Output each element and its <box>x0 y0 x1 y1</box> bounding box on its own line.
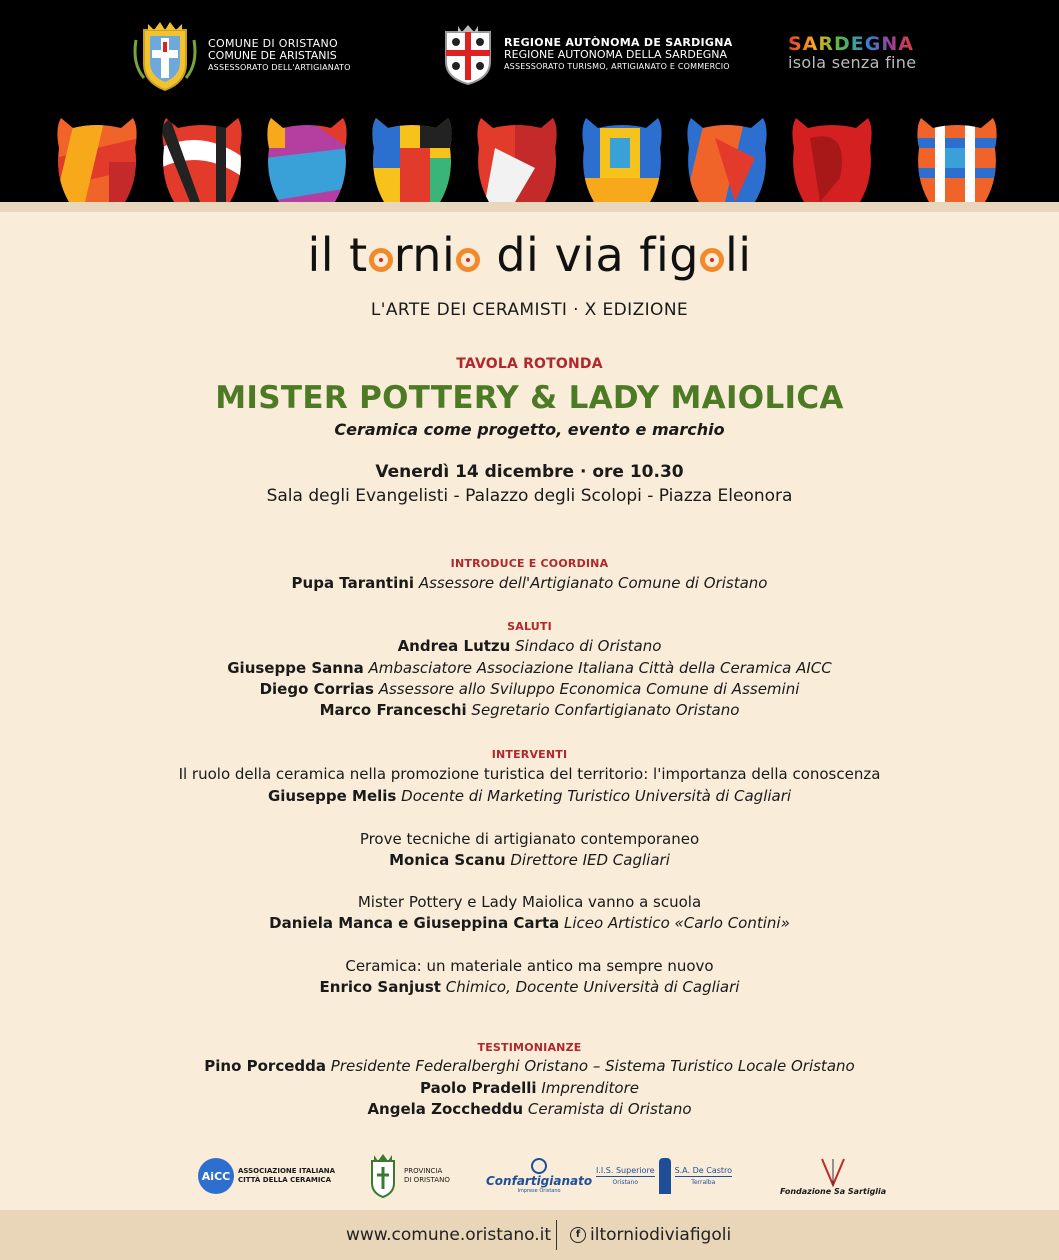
speaker-name: Andrea Lutzu <box>397 637 511 655</box>
speaker-role: Docente di Marketing Turistico Università di Cagliari <box>401 787 792 805</box>
regione-line3: ASSESSORATO TURISMO, ARTIGIANATO E COMMERCIO <box>504 62 730 71</box>
saluti-line <box>0 680 1059 698</box>
iis-tower-icon <box>659 1158 671 1194</box>
speaker-name: Angela Zoccheddu <box>367 1100 524 1118</box>
intervento-topic: Ceramica: un materiale antico ma sempre nuovo <box>345 957 714 975</box>
main-title: il t rni di via fig li <box>307 228 752 282</box>
intervento-topic: Prove tecniche di artigianato contemporaneo <box>359 830 700 848</box>
speaker-name: Paolo Pradelli <box>420 1079 537 1097</box>
vase-9 <box>915 118 999 202</box>
confartigianato-logo <box>486 1148 592 1204</box>
regione-crest-icon <box>440 24 496 86</box>
fondazione-logo <box>780 1148 886 1204</box>
vase-2 <box>160 118 244 202</box>
intervento-speaker <box>0 787 1059 805</box>
aicc-logo <box>198 1148 335 1204</box>
comune-logo <box>130 20 351 92</box>
provincia-line1: PROVINCIA <box>404 1167 443 1175</box>
aicc-line1: ASSOCIAZIONE ITALIANA <box>238 1167 336 1175</box>
header-banner <box>0 0 1059 202</box>
speaker-role: Ambasciatore Associazione Italiana Città della Ceramica AICC <box>368 659 832 677</box>
speaker-role: Segretario Confartigianato Oristano <box>471 701 740 719</box>
provincia-logo <box>368 1148 450 1204</box>
iis-right-sub: Terralba <box>691 1178 716 1186</box>
intro-label: INTRODUCE E COORDINA <box>450 557 609 570</box>
speaker-name: Pupa Tarantini <box>291 574 415 592</box>
target-o-icon <box>369 248 393 272</box>
iis-left: I.I.S. Superiore <box>596 1165 655 1175</box>
speaker-role: Sindaco di Oristano <box>515 637 662 655</box>
vase-8 <box>790 118 874 202</box>
intervento-speaker <box>0 914 1059 932</box>
iis-left-sub: Oristano <box>612 1178 639 1186</box>
regione-line1: REGIONE AUTÒNOMA DE SARDIGNA <box>504 36 733 49</box>
partner-logos <box>0 1148 1059 1208</box>
speaker-name: Giuseppe Sanna <box>227 659 364 677</box>
vase-7 <box>685 118 769 202</box>
speaker-name: Giuseppe Melis <box>267 787 397 805</box>
event-subtitle: Ceramica come progetto, evento e marchio <box>334 420 725 439</box>
vase-1 <box>55 118 139 202</box>
aicc-line2: CITTÀ DELLA CERAMICA <box>238 1176 331 1184</box>
iis-logo <box>596 1148 732 1204</box>
confartigianato-name: Confartigianato <box>486 1174 593 1188</box>
facebook-icon: f <box>570 1227 586 1243</box>
target-o-icon <box>456 248 480 272</box>
vase-4 <box>370 118 454 202</box>
interventi-label: INTERVENTI <box>491 748 568 761</box>
regione-logo <box>440 24 733 86</box>
speaker-role: Chimico, Docente Università di Cagliari <box>445 978 740 996</box>
comune-crest-icon <box>130 20 200 92</box>
vase-3 <box>265 118 349 202</box>
iis-right: S.A. De Castro <box>674 1165 733 1175</box>
vases-illustration <box>55 118 1015 202</box>
facebook-link[interactable] <box>570 1225 731 1245</box>
sardegna-tagline: isola senza fine <box>788 53 917 72</box>
speaker-name: Enrico Sanjust <box>319 978 441 996</box>
event-label: TAVOLA ROTONDA <box>456 356 603 372</box>
comune-line1: COMUNE DI ORISTANO <box>208 37 338 50</box>
event-place: Sala degli Evangelisti - Palazzo degli Scolopi - Piazza Eleonora <box>266 486 793 506</box>
provincia-crest-icon <box>368 1153 398 1199</box>
vase-6 <box>580 118 664 202</box>
speaker-role: Assessore allo Sviluppo Economica Comune di Assemini <box>378 680 800 698</box>
confartigianato-icon <box>531 1158 547 1174</box>
speaker-role: Assessore dell'Artigianato Comune di Oristano <box>418 574 768 592</box>
testimonianza-line <box>0 1100 1059 1118</box>
fondazione-name: Fondazione Sa Sartiglia <box>780 1186 887 1196</box>
facebook-handle: iltorniodiviafigoli <box>590 1225 732 1245</box>
sardegna-logo <box>788 34 916 72</box>
speaker-name: Daniela Manca e Giuseppina Carta <box>269 914 560 932</box>
intervento-topic: Mister Pottery e Lady Maiolica vanno a scuola <box>357 893 702 911</box>
footer-divider <box>556 1220 557 1250</box>
speaker-role: Imprenditore <box>541 1079 639 1097</box>
provincia-line2: DI ORISTANO <box>404 1176 450 1184</box>
saluti-line <box>0 701 1059 719</box>
saluti-line <box>0 637 1059 655</box>
speaker-name: Marco Franceschi <box>319 701 467 719</box>
comune-line2: COMUNE DE ARISTANIS <box>208 49 337 62</box>
target-o-icon <box>700 248 724 272</box>
intervento-speaker <box>0 978 1059 996</box>
main-title-text <box>307 228 308 229</box>
aicc-mark: AiCC <box>198 1158 234 1194</box>
speaker-name: Diego Corrias <box>259 680 374 698</box>
comune-line3: ASSESSORATO DELL'ARTIGIANATO <box>208 63 351 72</box>
website-link[interactable]: www.comune.oristano.it <box>346 1225 551 1245</box>
testimonianze-label: TESTIMONIANZE <box>477 1041 582 1054</box>
header-divider <box>0 202 1059 212</box>
sardegna-brand: SARDEGNA <box>788 34 916 54</box>
saluti-line <box>0 659 1059 677</box>
event-title: MISTER POTTERY & LADY MAIOLICA <box>215 380 844 416</box>
speaker-role: Direttore IED Cagliari <box>510 851 670 869</box>
confartigianato-sub: Imprese Oristano <box>517 1188 561 1194</box>
sartiglia-star-icon <box>818 1157 848 1187</box>
intervento-speaker <box>0 851 1059 869</box>
footer-bar <box>0 1210 1059 1260</box>
edition-subtitle: L'ARTE DEI CERAMISTI · X EDIZIONE <box>370 300 689 320</box>
speaker-role: Liceo Artistico «Carlo Contini» <box>564 914 790 932</box>
testimonianza-line <box>0 1079 1059 1097</box>
intro-line <box>0 574 1059 592</box>
testimonianza-line <box>0 1057 1059 1075</box>
speaker-role: Ceramista di Oristano <box>527 1100 692 1118</box>
vase-5 <box>475 118 559 202</box>
speaker-name: Pino Porcedda <box>204 1057 326 1075</box>
speaker-role: Presidente Federalberghi Oristano – Sistema Turistico Locale Oristano <box>330 1057 855 1075</box>
saluti-label: SALUTI <box>507 620 552 633</box>
speaker-name: Monica Scanu <box>389 851 506 869</box>
event-date: Venerdì 14 dicembre · ore 10.30 <box>375 462 684 482</box>
regione-line2: REGIONE AUTONOMA DELLA SARDEGNA <box>504 48 728 61</box>
intervento-topic: Il ruolo della ceramica nella promozione turistica del territorio: l'importanza della conoscenza <box>178 765 881 783</box>
